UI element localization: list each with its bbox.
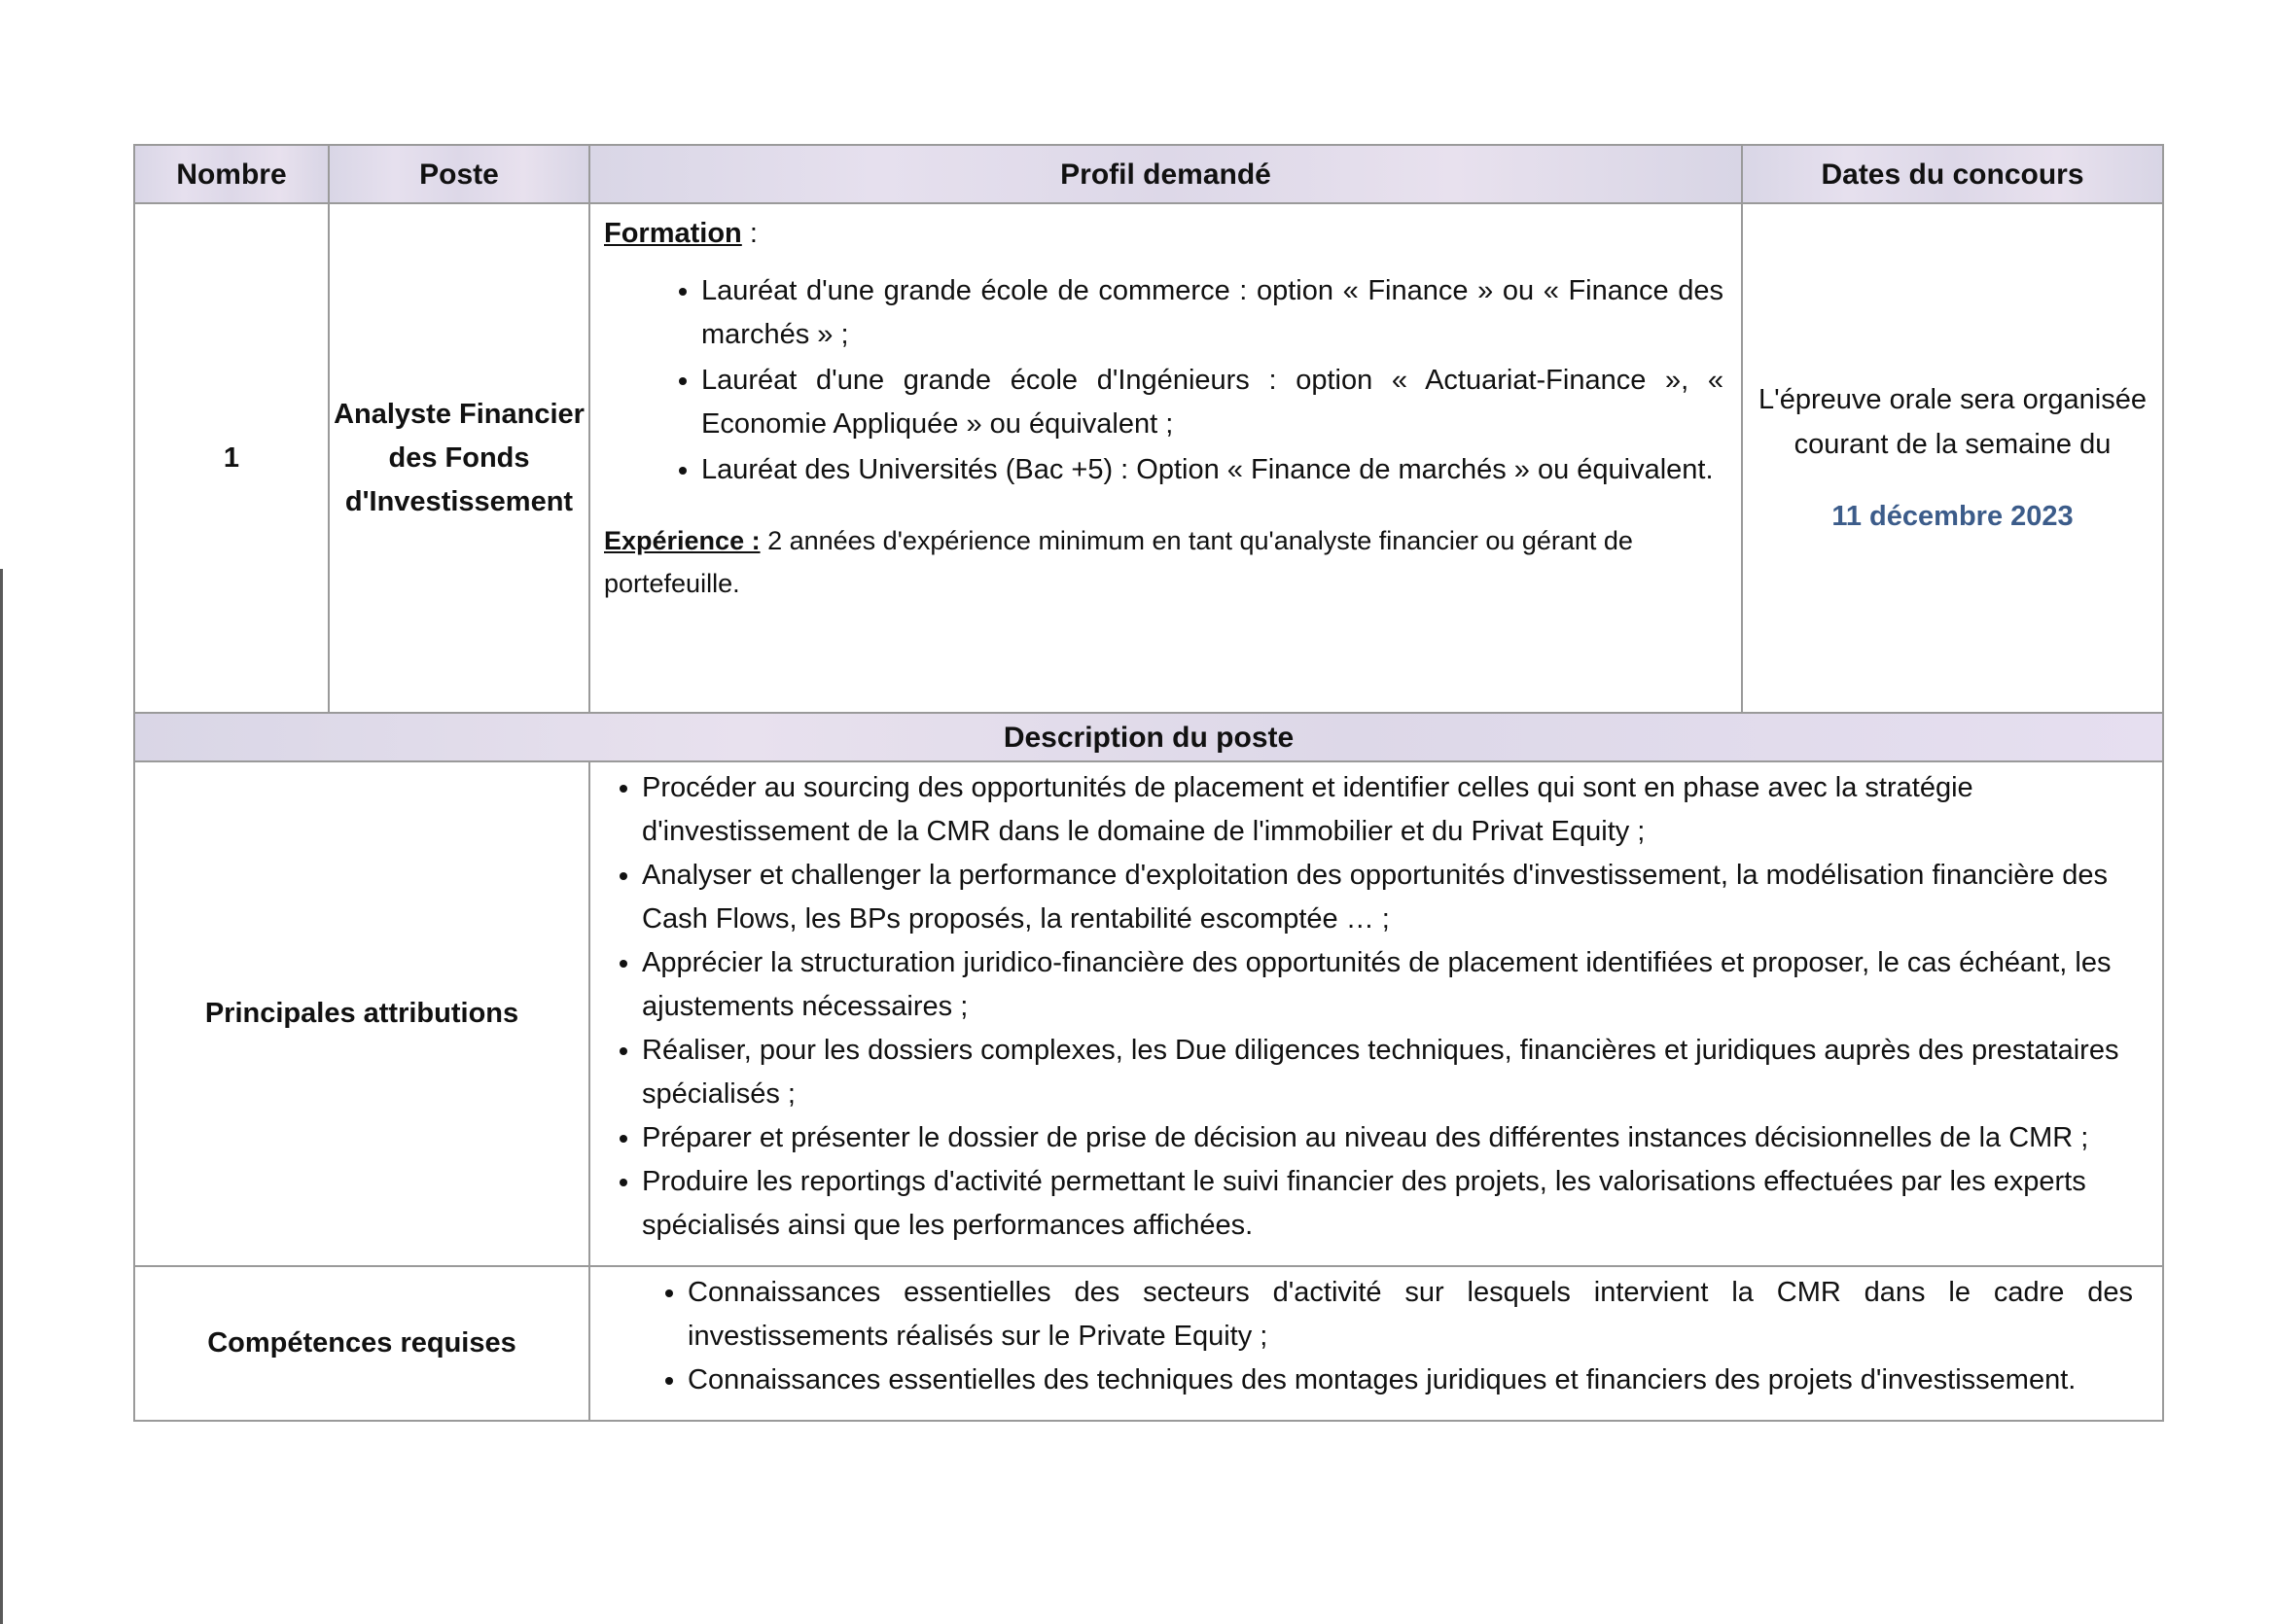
formation-heading (604, 212, 1723, 256)
formation-item: • Lauréat d'une grande école de commerce : option « Finance » ou « Finance des marchés » ; (701, 269, 1723, 357)
job-nombre: 1 (134, 203, 329, 713)
attributions-row (134, 761, 2163, 1266)
job-row (134, 203, 2163, 713)
header-poste: Poste (329, 145, 589, 203)
competences-row (134, 1266, 2163, 1421)
experience-label: Expérience : (604, 526, 761, 555)
attribution-item: • Produire les reportings d'activité permettant le suivi financier des projets, les valorisations effectuées par les experts spécialisés ainsi que les performances affichées. (642, 1160, 2162, 1248)
dates-text: L'épreuve orale sera organisée courant de la semaine du (1758, 384, 2147, 460)
formation-item: • Lauréat d'une grande école d'Ingénieurs : option « Actuariat-Finance », « Economie Appliquée » ou équivalent ; (701, 359, 1723, 446)
competences-label: Compétences requises (134, 1266, 589, 1421)
attribution-item: • Analyser et challenger la performance d'exploitation des opportunités d'investissement, la modélisation financière des Cash Flows, les BPs proposés, la rentabilité escomptée … ; (642, 854, 2162, 941)
scan-edge-line (0, 569, 3, 1624)
experience-block (604, 519, 1723, 605)
header-dates: Dates du concours (1742, 145, 2163, 203)
formation-label: Formation (604, 218, 742, 249)
competence-item: • Connaissances essentielles des techniques des montages juridiques et financiers des projets d'investissement. (688, 1359, 2133, 1402)
attribution-item: • Réaliser, pour les dossiers complexes, les Due diligences techniques, financières et juridiques auprès des prestataires spécialisés ; (642, 1029, 2162, 1116)
formation-list (604, 269, 1723, 492)
header-nombre: Nombre (134, 145, 329, 203)
description-header-row (134, 713, 2163, 761)
competences-cell (589, 1266, 2163, 1421)
experience-text: 2 années d'expérience minimum en tant qu'analyste financier ou gérant de portefeuille. (604, 526, 1633, 598)
table-header-row (134, 145, 2163, 203)
competence-item: • Connaissances essentielles des secteurs d'activité sur lesquels intervient la CMR dans le cadre des investissements réalisés sur le Private Equity ; (688, 1271, 2133, 1359)
job-dates (1742, 203, 2163, 713)
job-offer-table (133, 144, 2164, 1422)
attributions-list (590, 762, 2162, 1265)
header-profil: Profil demandé (589, 145, 1742, 203)
attribution-item: • Apprécier la structuration juridico-financière des opportunités de placement identifiées et proposer, le cas échéant, les ajustements nécessaires ; (642, 941, 2162, 1029)
competences-list (590, 1267, 2162, 1420)
attribution-item: • Préparer et présenter le dossier de prise de décision au niveau des différentes instances décisionnelles de la CMR ; (642, 1116, 2162, 1160)
dates-value: 11 décembre 2023 (1831, 501, 2074, 532)
description-title: Description du poste (134, 713, 2163, 761)
formation-suffix: : (741, 218, 758, 249)
attribution-item: • Procéder au sourcing des opportunités de placement et identifier celles qui sont en phase avec la stratégie d'investissement de la CMR dans le domaine de l'immobilier et du Privat Equity ; (642, 766, 2162, 854)
attributions-label: Principales attributions (134, 761, 589, 1266)
formation-item: • Lauréat des Universités (Bac +5) : Option « Finance de marchés » ou équivalent. (701, 448, 1723, 492)
job-profil (589, 203, 1742, 713)
attributions-cell (589, 761, 2163, 1266)
job-poste: Analyste Financier des Fonds d'Investissement (329, 203, 589, 713)
